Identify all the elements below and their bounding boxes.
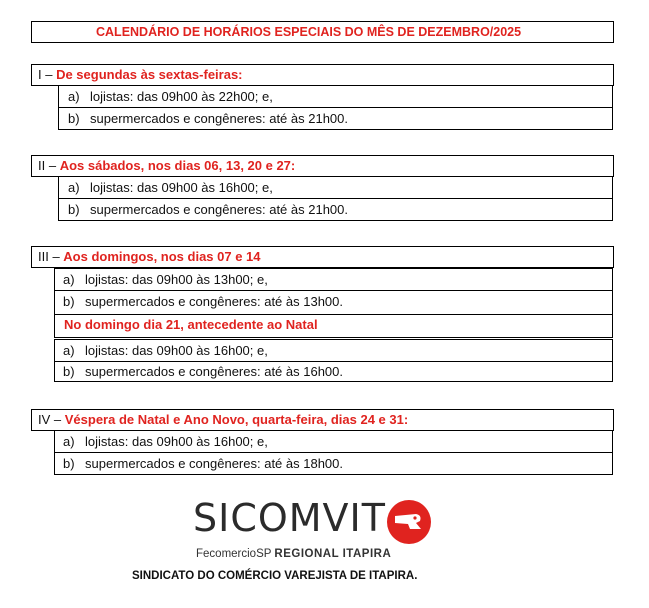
section-heading: Véspera de Natal e Ano Novo, quarta-feira, dias 24 e 31: (64, 412, 409, 427)
item-letter: a) (63, 434, 75, 449)
section-header-4 (31, 409, 614, 431)
item-letter: a) (63, 272, 75, 287)
list-item (58, 85, 613, 108)
item-letter: b) (68, 202, 80, 217)
item-letter: a) (63, 343, 75, 358)
item-text: supermercados e congêneres: até às 16h00. (85, 364, 344, 379)
page-title: CALENDÁRIO DE HORÁRIOS ESPECIAIS DO MÊS DE DEZEMBRO/2025 (31, 21, 614, 43)
item-letter: a) (68, 89, 80, 104)
item-letter: b) (63, 364, 75, 379)
section-header-2 (31, 155, 614, 177)
item-text: supermercados e congêneres: até às 18h00. (85, 456, 344, 471)
list-item (54, 430, 613, 453)
section-number: IV – (38, 412, 65, 427)
list-item (54, 290, 613, 315)
item-text: supermercados e congêneres: até às 13h00. (85, 294, 344, 309)
logo-subtitle (196, 548, 391, 560)
list-item (54, 361, 613, 382)
section-subheading: No domingo dia 21, antecedente ao Natal (54, 314, 613, 338)
logo-sub-right: REGIONAL ITAPIRA (274, 548, 392, 560)
item-text: lojistas: das 09h00 às 16h00; e, (85, 434, 268, 449)
item-text: supermercados e congêneres: até às 21h00. (90, 111, 349, 126)
list-item (58, 107, 613, 130)
section-heading: Aos sábados, nos dias 06, 13, 20 e 27: (59, 158, 296, 173)
item-letter: b) (63, 294, 75, 309)
item-letter: a) (68, 180, 80, 195)
logo-sub-left: FecomercioSP (196, 548, 272, 560)
footer-text: SINDICATO DO COMÉRCIO VAREJISTA DE ITAPIRA. (132, 570, 418, 582)
list-item (54, 452, 613, 475)
item-text: lojistas: das 09h00 às 22h00; e, (90, 89, 273, 104)
section-number: II – (38, 158, 60, 173)
section-heading: De segundas às sextas-feiras: (56, 67, 243, 82)
item-text: lojistas: das 09h00 às 16h00; e, (90, 180, 273, 195)
item-letter: b) (68, 111, 80, 126)
logo-emblem-icon (386, 499, 432, 545)
section-header-1 (31, 64, 614, 86)
item-letter: b) (63, 456, 75, 471)
list-item (58, 176, 613, 199)
section-heading: Aos domingos, nos dias 07 e 14 (63, 249, 261, 264)
item-text: lojistas: das 09h00 às 16h00; e, (85, 343, 268, 358)
list-item (54, 339, 613, 362)
item-text: lojistas: das 09h00 às 13h00; e, (85, 272, 268, 287)
section-header-3 (31, 246, 614, 268)
logo-wordmark: SICOMVIT (193, 496, 386, 540)
list-item (54, 268, 613, 291)
list-item (58, 198, 613, 221)
section-number: I – (38, 67, 57, 82)
section-number: III – (38, 249, 64, 264)
item-text: supermercados e congêneres: até às 21h00. (90, 202, 349, 217)
